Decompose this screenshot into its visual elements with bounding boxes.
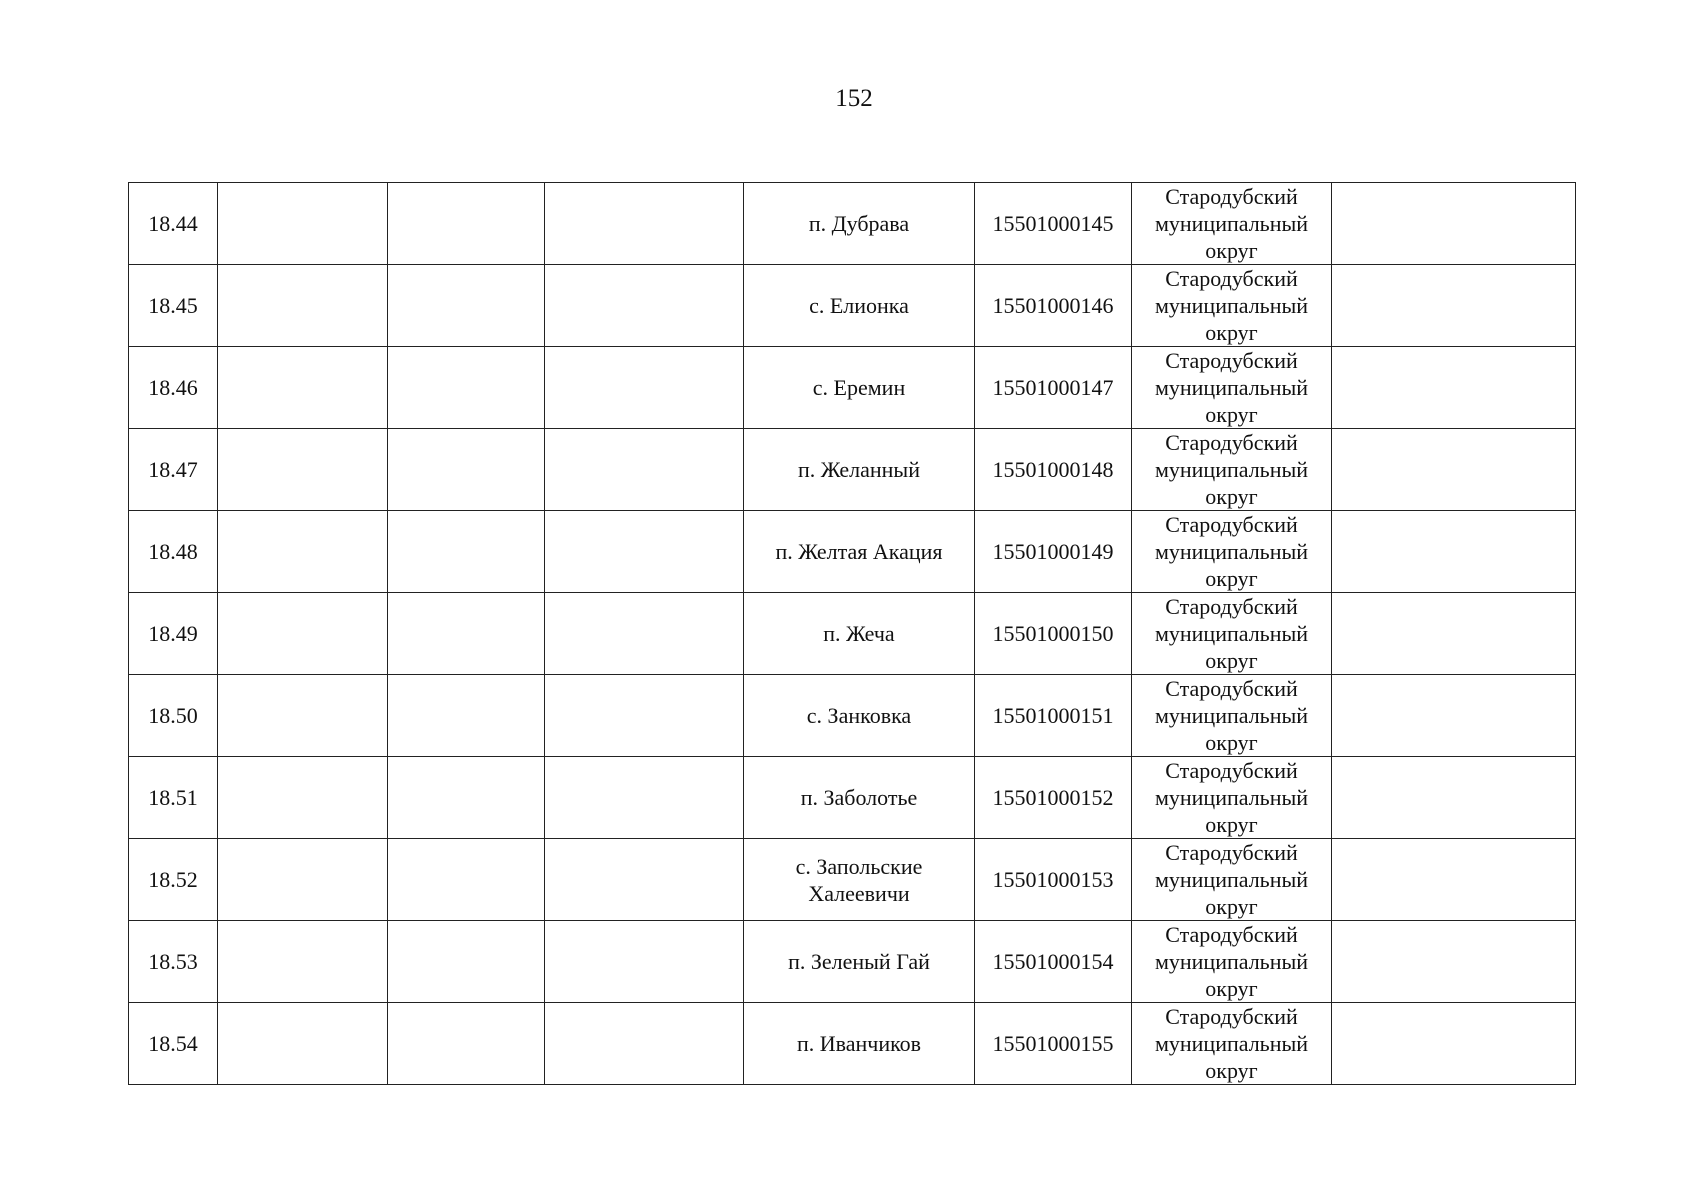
district-line: округ — [1205, 648, 1258, 673]
empty-cell — [1332, 429, 1576, 511]
district-line: округ — [1205, 812, 1258, 837]
empty-cell — [218, 183, 388, 265]
row-number-cell: 18.45 — [129, 265, 218, 347]
empty-cell — [545, 675, 744, 757]
oktmo-code-cell: 15501000155 — [975, 1003, 1132, 1085]
district-line: Стародубский — [1165, 348, 1298, 373]
settlement-name-cell: п. Желанный — [744, 429, 975, 511]
empty-cell — [545, 839, 744, 921]
settlement-name-cell: с. Запольские Халеевичи — [744, 839, 975, 921]
empty-cell — [1332, 511, 1576, 593]
empty-cell — [1332, 593, 1576, 675]
oktmo-code-cell: 15501000149 — [975, 511, 1132, 593]
district-line: муниципальный — [1154, 1031, 1309, 1056]
table-body — [129, 183, 1576, 1085]
empty-cell — [1332, 839, 1576, 921]
row-number-cell: 18.53 — [129, 921, 218, 1003]
district-line: округ — [1205, 238, 1258, 263]
empty-cell — [545, 183, 744, 265]
empty-cell — [1332, 757, 1576, 839]
settlement-name-cell: с. Елионка — [744, 265, 975, 347]
district-line: Стародубский — [1165, 676, 1298, 701]
row-number-cell: 18.46 — [129, 347, 218, 429]
empty-cell — [545, 1003, 744, 1085]
empty-cell — [545, 429, 744, 511]
empty-cell — [1332, 921, 1576, 1003]
table-row — [129, 921, 1576, 1003]
table-row — [129, 757, 1576, 839]
district-line: округ — [1205, 976, 1258, 1001]
empty-cell — [1332, 347, 1576, 429]
district-line: муниципальный — [1154, 539, 1309, 564]
district-line: Стародубский — [1165, 266, 1298, 291]
oktmo-code-cell: 15501000146 — [975, 265, 1132, 347]
empty-cell — [218, 511, 388, 593]
empty-cell — [388, 593, 545, 675]
empty-cell — [218, 1003, 388, 1085]
settlement-name-cell: п. Зеленый Гай — [744, 921, 975, 1003]
district-cell — [1132, 347, 1332, 429]
table-row — [129, 593, 1576, 675]
district-line: Стародубский — [1165, 430, 1298, 455]
oktmo-code-cell: 15501000147 — [975, 347, 1132, 429]
empty-cell — [388, 429, 545, 511]
district-cell — [1132, 1003, 1332, 1085]
district-line: муниципальный — [1154, 703, 1309, 728]
empty-cell — [388, 757, 545, 839]
district-cell — [1132, 593, 1332, 675]
district-cell — [1132, 757, 1332, 839]
oktmo-code-cell: 15501000153 — [975, 839, 1132, 921]
table-row — [129, 511, 1576, 593]
district-cell — [1132, 839, 1332, 921]
district-cell — [1132, 921, 1332, 1003]
district-line: муниципальный — [1154, 785, 1309, 810]
district-line: округ — [1205, 402, 1258, 427]
empty-cell — [388, 511, 545, 593]
district-line: муниципальный — [1154, 211, 1309, 236]
oktmo-code-cell: 15501000148 — [975, 429, 1132, 511]
district-line: муниципальный — [1154, 457, 1309, 482]
row-number-cell: 18.51 — [129, 757, 218, 839]
table-row — [129, 839, 1576, 921]
empty-cell — [1332, 675, 1576, 757]
settlement-name-cell: п. Жеча — [744, 593, 975, 675]
district-cell — [1132, 429, 1332, 511]
empty-cell — [388, 921, 545, 1003]
empty-cell — [218, 675, 388, 757]
row-number-cell: 18.48 — [129, 511, 218, 593]
empty-cell — [1332, 265, 1576, 347]
district-line: муниципальный — [1154, 375, 1309, 400]
empty-cell — [545, 347, 744, 429]
district-line: муниципальный — [1154, 867, 1309, 892]
empty-cell — [545, 921, 744, 1003]
district-cell — [1132, 675, 1332, 757]
oktmo-code-cell: 15501000152 — [975, 757, 1132, 839]
settlement-table — [128, 182, 1576, 1085]
settlement-name-cell: с. Занковка — [744, 675, 975, 757]
district-line: округ — [1205, 320, 1258, 345]
district-line: Стародубский — [1165, 922, 1298, 947]
row-number-cell: 18.50 — [129, 675, 218, 757]
empty-cell — [218, 265, 388, 347]
oktmo-code-cell: 15501000154 — [975, 921, 1132, 1003]
district-line: округ — [1205, 894, 1258, 919]
empty-cell — [218, 921, 388, 1003]
empty-cell — [545, 265, 744, 347]
settlement-name-cell: п. Заболотье — [744, 757, 975, 839]
district-line: Стародубский — [1165, 594, 1298, 619]
empty-cell — [388, 265, 545, 347]
district-line: муниципальный — [1154, 949, 1309, 974]
district-line: Стародубский — [1165, 758, 1298, 783]
page-number: 152 — [835, 85, 873, 112]
district-line: Стародубский — [1165, 1004, 1298, 1029]
district-line: округ — [1205, 566, 1258, 591]
table-row — [129, 265, 1576, 347]
empty-cell — [388, 839, 545, 921]
district-line: Стародубский — [1165, 512, 1298, 537]
oktmo-code-cell: 15501000145 — [975, 183, 1132, 265]
district-line: Стародубский — [1165, 184, 1298, 209]
settlement-name-cell: с. Еремин — [744, 347, 975, 429]
settlement-name-cell: п. Желтая Акация — [744, 511, 975, 593]
district-line: округ — [1205, 1058, 1258, 1083]
settlement-name-cell: п. Иванчиков — [744, 1003, 975, 1085]
empty-cell — [545, 757, 744, 839]
district-line: округ — [1205, 730, 1258, 755]
table-row — [129, 347, 1576, 429]
empty-cell — [545, 511, 744, 593]
settlement-name-cell: п. Дубрава — [744, 183, 975, 265]
table-row — [129, 1003, 1576, 1085]
empty-cell — [218, 347, 388, 429]
district-cell — [1132, 511, 1332, 593]
empty-cell — [218, 839, 388, 921]
oktmo-code-cell: 15501000151 — [975, 675, 1132, 757]
row-number-cell: 18.49 — [129, 593, 218, 675]
table-row — [129, 675, 1576, 757]
empty-cell — [1332, 1003, 1576, 1085]
row-number-cell: 18.54 — [129, 1003, 218, 1085]
empty-cell — [388, 183, 545, 265]
empty-cell — [218, 757, 388, 839]
empty-cell — [388, 1003, 545, 1085]
empty-cell — [545, 593, 744, 675]
district-line: муниципальный — [1154, 621, 1309, 646]
empty-cell — [1332, 183, 1576, 265]
district-cell — [1132, 183, 1332, 265]
empty-cell — [218, 593, 388, 675]
oktmo-code-cell: 15501000150 — [975, 593, 1132, 675]
district-line: муниципальный — [1154, 293, 1309, 318]
table-row — [129, 183, 1576, 265]
row-number-cell: 18.47 — [129, 429, 218, 511]
district-cell — [1132, 265, 1332, 347]
row-number-cell: 18.44 — [129, 183, 218, 265]
empty-cell — [218, 429, 388, 511]
empty-cell — [388, 347, 545, 429]
row-number-cell: 18.52 — [129, 839, 218, 921]
district-line: Стародубский — [1165, 840, 1298, 865]
empty-cell — [388, 675, 545, 757]
table-row — [129, 429, 1576, 511]
district-line: округ — [1205, 484, 1258, 509]
